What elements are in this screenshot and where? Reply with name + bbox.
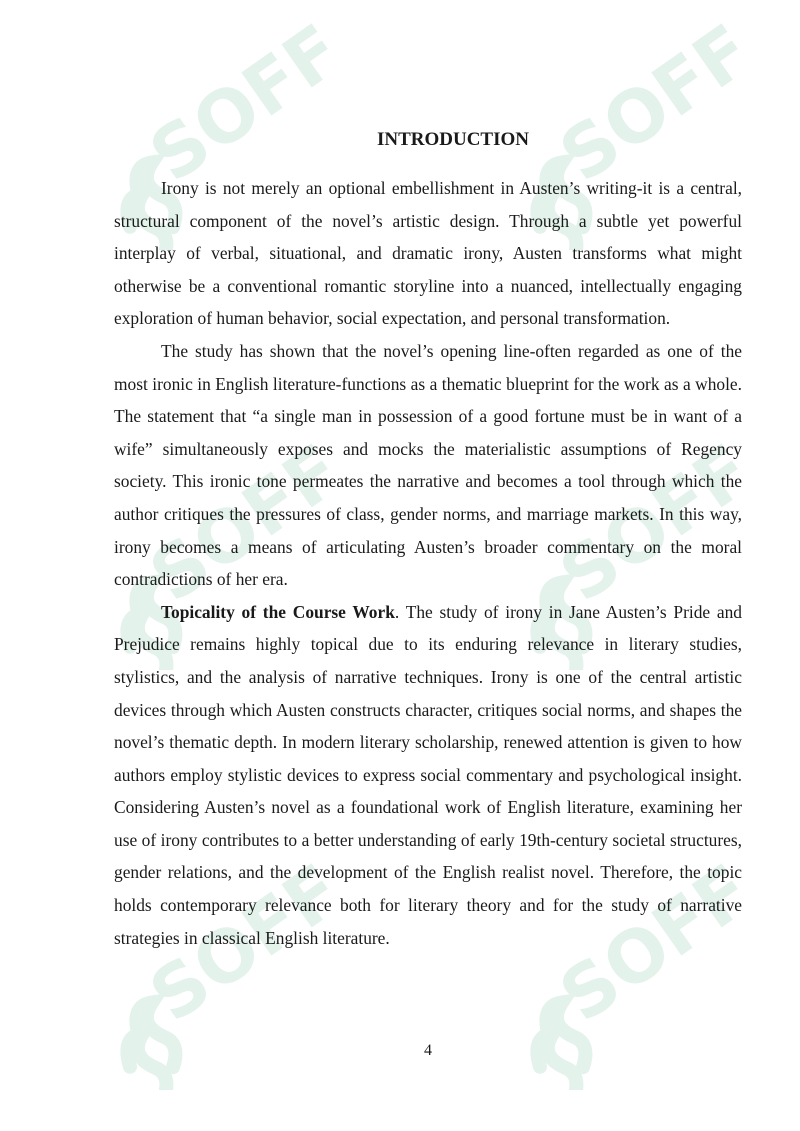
svg-text:SOFF: SOFF	[544, 440, 740, 619]
document-body	[114, 124, 742, 954]
svg-text:SOFF: SOFF	[134, 20, 330, 199]
svg-text:SOFF: SOFF	[134, 440, 330, 619]
paragraph	[114, 596, 742, 955]
paragraph	[114, 172, 742, 335]
paragraph-lead-heading: Topicality of the Course Work	[161, 601, 395, 622]
svg-text:SOFF: SOFF	[544, 20, 740, 199]
svg-text:SOFF: SOFF	[134, 860, 330, 1039]
paragraph-text: . The study of irony in Jane Austen’s Pride and Prejudice remains highly topical due to its enduring relevance in literary studies, stylistics, and the analysis of narrative techniques. Irony is one of the central artistic devices through which Austen constructs character, critiques social norms, and shapes the novel’s thematic depth. In modern literary scholarship, renewed attention is given to how authors employ stylistic devices to express social commentary and psychological insight. Considering Austen’s novel as a foundational work of English literature, examining her use of irony contributes to a better understanding of early 19th-century societal structures, gender relations, and the development of the English realist novel. Therefore, the topic holds contemporary relevance both for literary theory and for the study of narrative strategies in classical English literature.	[114, 601, 742, 948]
paragraph-text: Irony is not merely an optional embellishment in Austen’s writing-it is a central, structural component of the novel’s artistic design. Through a subtle yet powerful interplay of verbal, situational, and dramatic irony, Austen transforms what might otherwise be a conventional romantic storyline into a nuanced, intellectually engaging exploration of human behavior, social expectation, and personal transformation.	[114, 178, 742, 329]
svg-text:SOFF: SOFF	[544, 860, 740, 1039]
page-number: 4	[424, 1042, 432, 1059]
section-heading: INTRODUCTION	[376, 129, 530, 150]
paragraph	[114, 335, 742, 596]
paragraph-text: The study has shown that the novel’s opening line-often regarded as one of the most ironic in English literature-functions as a thematic blueprint for the work as a whole. The statement that “a single man in possession of a good fortune must be in want of a wife” simultaneously exposes and mocks the materialistic assumptions of Regency society. This ironic tone permeates the narrative and becomes a tool through which the author critiques the pressures of class, gender norms, and marriage markets. In this way, irony becomes a means of articulating Austen’s broader commentary on the moral contradictions of her era.	[114, 340, 742, 590]
